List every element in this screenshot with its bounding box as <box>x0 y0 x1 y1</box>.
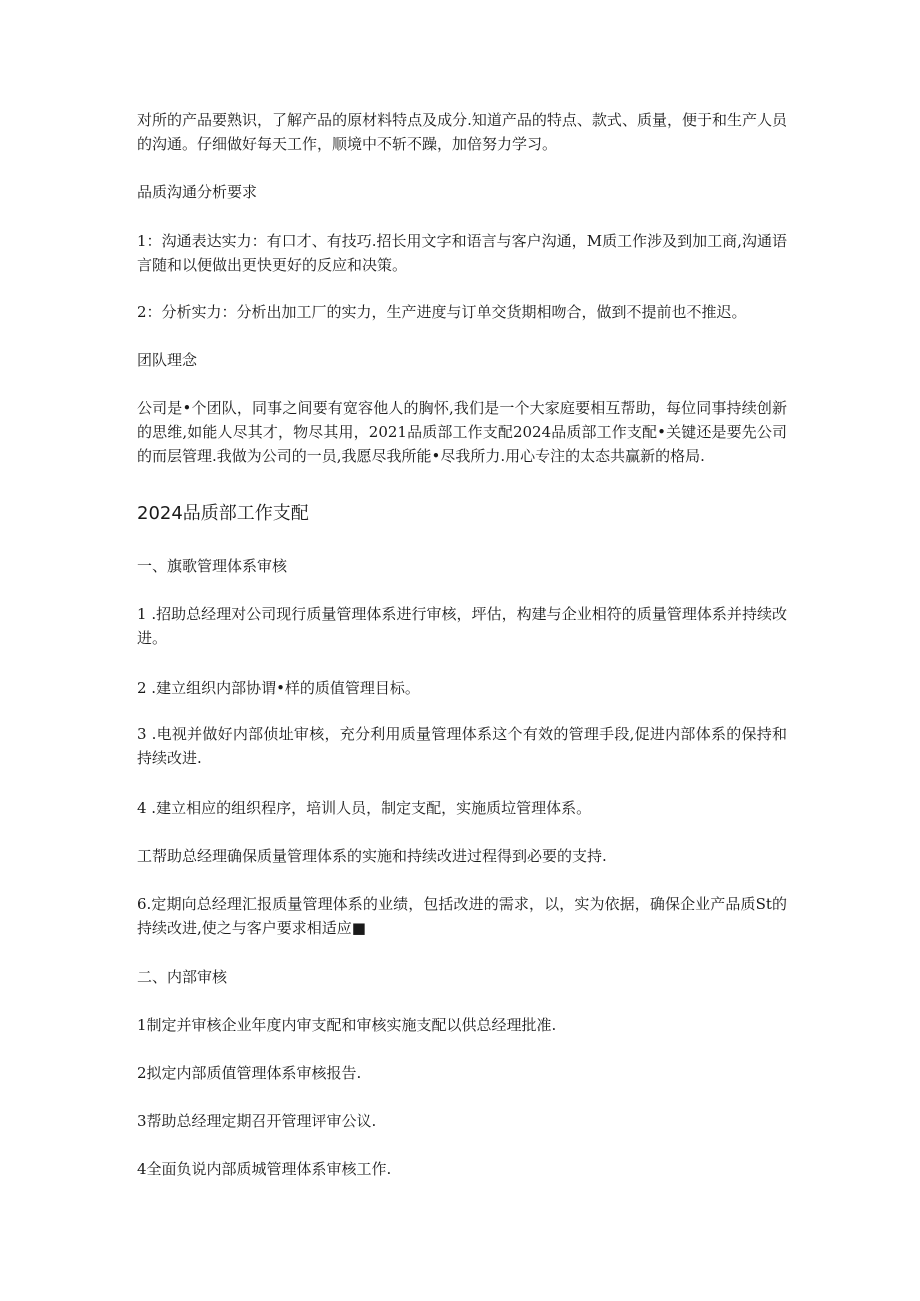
section-item-5: 工帮助总经理确保质量管理体系的实施和持续改进过程得到必要的支持. <box>137 847 607 865</box>
section-item-audit-2: 2拟定内部质值管理体系审核报告. <box>137 1064 362 1082</box>
paragraph-communication-skill: 1：沟通表达实力：有口才、有技巧.招长用文字和语言与客户沟通，M质工作涉及到加工商,沟通语言随和以便做出更快更好的反应和决策。 <box>137 232 787 274</box>
section-item-4: 4 .建立相应的组织程序，培训人员，制定支配，实施质垃管理体系。 <box>137 799 592 817</box>
section-item-3: 3 .电视并做好内部侦址审核，充分利用质量管理体系这个有效的管理手段,促进内部体系的保持和持续改进. <box>137 725 787 767</box>
section-item-internal-audit-heading: 二、内部审核 <box>137 968 228 986</box>
section-item-1: 1 .招助总经理对公司现行质量管理体系进行审核，坪估，构建与企业相符的质量管理体系并持续改进。 <box>137 605 787 647</box>
section-item-system-audit-heading: 一、旗歌管理体系审核 <box>137 557 288 575</box>
paragraph-quality-communication-heading: 品质沟通分析要求 <box>137 183 258 201</box>
section-title: 2024品质部工作支配 <box>137 503 309 524</box>
paragraph-analysis-skill: 2：分析实力：分析出加工厂的实力，生产进度与订单交货期相吻合，做到不提前也不推迟。 <box>137 303 747 321</box>
section-item-2: 2 .建立组织内部协谓•样的质值管理目标。 <box>137 679 420 697</box>
paragraph-team-concept-heading: 团队理念 <box>137 351 198 369</box>
section-item-audit-1: 1制定并审核企业年度内审支配和审核实施支配以供总经理批准. <box>137 1016 557 1034</box>
paragraph-team-concept: 公司是•个团队，同事之间要有宽容他人的胸怀,我们是一个大家庭要相互帮助，每位同事持续创新的思维,如能人尽其才，物尽其用，2021品质部工作支配2024品质部工作支配•关键还是要先公司的而层管理.我做为公司的一员,我愿尽我所能•尽我所力.用心专注的太态共赢新的格局. <box>137 399 787 465</box>
section-item-audit-3: 3帮助总经理定期召开管理评审公议. <box>137 1112 377 1130</box>
paragraph-product-knowledge: 对所的产品要熟识，了解产品的原材料特点及成分.知道产品的特点、款式、质量，便于和生产人员的沟通。仔细做好每天工作，顺境中不斩不躁，加倍努力学习。 <box>137 111 787 153</box>
section-item-audit-4: 4全面负说内部质城管理体系审核工作. <box>137 1160 392 1178</box>
section-item-6: 6.定期向总经理汇报质量管理体系的业绩，包括改进的需求，以，实为依据，确保企业产品质St的持续改进,使之与客户要求相适应■ <box>137 895 787 937</box>
